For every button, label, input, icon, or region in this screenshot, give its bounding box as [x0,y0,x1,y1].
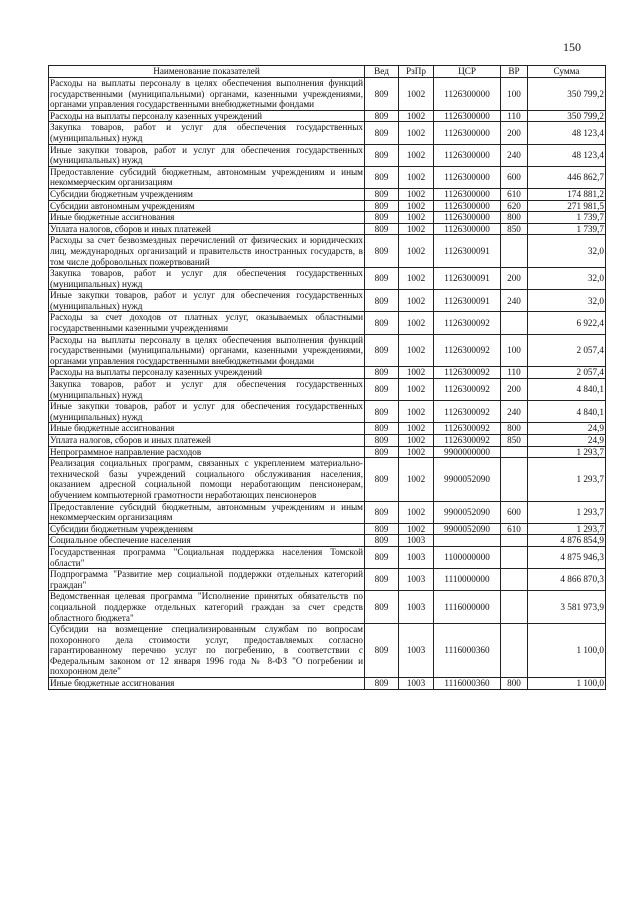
row-csr: 1126300000 [434,223,501,235]
row-name: Предоставление субсидий бюджетным, автономным учреждениям и иным некоммерческим организациям [50,166,363,188]
row-sum: 1 739,7 [528,223,606,235]
row-csr: 1126300000 [434,200,501,212]
row-name: Иные закупки товаров, работ и услуг для обеспечения государственных (муниципальных) нужд [50,401,363,422]
row-ved: 809 [365,235,399,268]
row-sum: 2 057,4 [528,334,606,367]
row-vr: 240 [501,144,528,166]
table-row [49,122,606,144]
row-csr: 1100000000 [434,546,501,568]
row-ved: 809 [365,200,399,212]
row-ved: 809 [365,401,399,423]
row-csr: 1126300000 [434,110,501,122]
row-sum: 4 840,1 [528,401,606,423]
row-csr: 1126300000 [434,78,501,111]
row-ved: 809 [365,546,399,568]
row-name: Закупка товаров, работ и услуг для обеспечения государственных (муниципальных) нужд [50,122,363,143]
row-ved: 809 [365,122,399,144]
row-sum: 24,9 [528,435,606,447]
row-sum: 24,9 [528,423,606,435]
row-vr: 100 [501,334,528,367]
row-sum: 3 581 973,9 [528,591,606,624]
row-name: Закупка товаров, работ и услуг для обеспечения государственных (муниципальных) нужд [50,379,363,400]
table-row [49,200,606,212]
row-ved: 809 [365,268,399,290]
row-csr: 1126300092 [434,367,501,379]
row-name: Предоставление субсидий бюджетным, автономным учреждениям и иным некоммерческим организациям [50,501,363,523]
row-name: Расходы за счет безвозмездных перечислений от физических и юридических лиц, международных организаций и правительств иностранных государств, в том числе добровольных пожертвований [50,235,363,267]
row-ved: 809 [365,110,399,122]
row-rzpr: 1003 [399,546,434,568]
row-vr: 240 [501,401,528,423]
row-vr [501,591,528,624]
row-ved: 809 [365,501,399,523]
table-row [49,379,606,401]
row-vr: 100 [501,78,528,111]
row-vr [501,535,528,547]
row-name: Иные бюджетные ассигнования [49,212,365,224]
row-name: Уплата налогов, сборов и иных платежей [49,435,365,447]
row-vr: 200 [501,379,528,401]
row-vr [501,569,528,591]
row-csr: 1126300092 [434,334,501,367]
row-vr: 610 [501,188,528,200]
row-sum: 4 875 946,3 [528,546,606,568]
row-ved: 809 [365,624,399,678]
row-csr: 1126300091 [434,235,501,268]
row-csr: 1126300092 [434,401,501,423]
table-row [49,501,606,523]
table-row [49,367,606,379]
row-vr: 110 [501,367,528,379]
row-name: Подпрограмма "Развитие мер социальной поддержки отдельных категорий граждан" [50,569,363,590]
row-vr: 800 [501,212,528,224]
row-csr: 1126300092 [434,423,501,435]
row-rzpr: 1002 [399,235,434,268]
row-vr [501,312,528,334]
header-rzpr: РзПр [399,66,434,78]
row-name: Иные закупки товаров, работ и услуг для обеспечения государственных (муниципальных) нужд [50,290,363,311]
row-csr: 9900052090 [434,523,501,535]
budget-table [48,65,606,690]
header-name: Наименование показателей [49,66,365,78]
row-vr: 850 [501,435,528,447]
table-row [49,546,606,568]
row-ved: 809 [365,144,399,166]
row-rzpr: 1003 [399,624,434,678]
row-name: Субсидии бюджетным учреждениям [49,188,365,200]
row-name: Субсидии на возмещение специализированным службам по вопросам похоронного дела стоимости услуг, предоставляемых согласно гарантированному перечню услуг по погребению, в соответствии с Федеральным законом от 12 января 1996 года № 8-ФЗ "О погребении и похоронном деле" [50,624,363,677]
table-body [49,78,606,690]
table-row [49,110,606,122]
row-ved: 809 [365,223,399,235]
table-row [49,223,606,235]
row-name: Субсидии бюджетным учреждениям [49,523,365,535]
row-name: Расходы на выплаты персоналу казенных учреждений [49,110,365,122]
row-vr [501,458,528,501]
table-row [49,435,606,447]
row-csr: 1126300091 [434,290,501,312]
row-vr [501,546,528,568]
table-row [49,401,606,423]
row-name: Расходы на выплаты персоналу в целях обеспечения выполнения функций государственными (муниципальными) органами, казенными учреждениями, органами управления государственными внебюджетными фондами [50,334,363,366]
row-ved: 809 [365,188,399,200]
row-sum: 271 981,5 [528,200,606,212]
table-row [49,423,606,435]
row-sum: 4 840,1 [528,379,606,401]
row-rzpr: 1003 [399,591,434,624]
row-rzpr: 1002 [399,379,434,401]
row-sum: 1 293,7 [528,501,606,523]
row-name: Расходы за счет доходов от платных услуг, оказываемых областными государственными казенными учреждениями [50,312,363,334]
row-rzpr: 1002 [399,367,434,379]
row-sum: 4 876 854,9 [528,535,606,547]
row-ved: 809 [365,523,399,535]
row-vr: 850 [501,223,528,235]
row-ved: 809 [365,367,399,379]
row-csr: 1116000360 [434,624,501,678]
row-vr: 200 [501,122,528,144]
row-csr: 9900052090 [434,458,501,501]
row-vr [501,235,528,268]
row-ved: 809 [365,379,399,401]
row-rzpr: 1002 [399,435,434,447]
table-row [49,144,606,166]
row-rzpr: 1003 [399,569,434,591]
table-row [49,334,606,367]
row-ved: 809 [365,312,399,334]
row-name: Закупка товаров, работ и услуг для обеспечения государственных (муниципальных) нужд [50,268,363,289]
row-rzpr: 1002 [399,523,434,535]
row-name: Иные закупки товаров, работ и услуг для обеспечения государственных (муниципальных) нужд [50,144,363,166]
row-csr [434,535,501,547]
row-csr: 1126300000 [434,144,501,166]
row-rzpr: 1002 [399,446,434,458]
row-csr: 9900000000 [434,446,501,458]
row-csr: 1126300000 [434,122,501,144]
table-row [49,166,606,188]
row-name: Расходы на выплаты персоналу казенных учреждений [49,367,365,379]
row-ved: 809 [365,678,399,690]
row-rzpr: 1002 [399,144,434,166]
row-ved: 809 [365,334,399,367]
row-vr: 200 [501,268,528,290]
row-ved: 809 [365,166,399,188]
row-vr: 240 [501,290,528,312]
row-vr: 600 [501,501,528,523]
row-rzpr: 1002 [399,458,434,501]
table-header-row [49,66,606,78]
table-row [49,290,606,312]
row-name: Социальное обеспечение населения [49,535,365,547]
table-row [49,78,606,111]
row-vr [501,446,528,458]
row-rzpr: 1002 [399,212,434,224]
row-ved: 809 [365,423,399,435]
row-sum: 32,0 [528,235,606,268]
row-sum: 48 123,4 [528,144,606,166]
table-row [49,212,606,224]
row-sum: 174 881,2 [528,188,606,200]
row-ved: 809 [365,458,399,501]
table-row [49,535,606,547]
row-vr: 800 [501,423,528,435]
row-rzpr: 1002 [399,501,434,523]
row-sum: 6 922,4 [528,312,606,334]
row-csr: 1126300092 [434,312,501,334]
header-sum: Сумма [528,66,606,78]
row-csr: 1116000360 [434,678,501,690]
row-vr [501,624,528,678]
row-csr: 1116000000 [434,591,501,624]
row-ved: 809 [365,78,399,111]
header-vr: ВР [501,66,528,78]
row-name: Уплата налогов, сборов и иных платежей [49,223,365,235]
row-rzpr: 1002 [399,200,434,212]
row-ved: 809 [365,591,399,624]
row-sum: 1 293,7 [528,446,606,458]
row-name: Непрограммное направление расходов [49,446,365,458]
row-vr: 110 [501,110,528,122]
row-ved: 809 [365,435,399,447]
table-row [49,312,606,334]
row-name: Государственная программа "Социальная поддержка населения Томской области" [50,546,363,568]
row-csr: 1110000000 [434,569,501,591]
row-sum: 350 799,2 [528,78,606,111]
row-vr: 600 [501,166,528,188]
header-csr: ЦСР [434,66,501,78]
row-rzpr: 1002 [399,122,434,144]
header-ved: Вед [365,66,399,78]
row-name: Иные бюджетные ассигнования [49,678,365,690]
row-sum: 1 293,7 [528,523,606,535]
row-sum: 4 866 870,3 [528,569,606,591]
table-row [49,446,606,458]
row-csr: 1126300000 [434,188,501,200]
row-vr: 620 [501,200,528,212]
row-vr: 610 [501,523,528,535]
row-vr: 800 [501,678,528,690]
row-ved: 809 [365,446,399,458]
row-rzpr: 1003 [399,535,434,547]
row-csr: 1126300000 [434,166,501,188]
row-sum: 48 123,4 [528,122,606,144]
row-sum: 446 862,7 [528,166,606,188]
row-rzpr: 1002 [399,312,434,334]
table-row [49,188,606,200]
row-rzpr: 1002 [399,401,434,423]
row-sum: 1 293,7 [528,458,606,501]
row-sum: 2 057,4 [528,367,606,379]
row-rzpr: 1002 [399,223,434,235]
row-ved: 809 [365,569,399,591]
row-sum: 1 100,0 [528,678,606,690]
table-row [49,458,606,501]
row-csr: 1126300092 [434,435,501,447]
row-csr: 1126300092 [434,379,501,401]
table-row [49,624,606,678]
table-row [49,591,606,624]
row-name: Реализация социальных программ, связанных с укреплением материально-технической базы учреждений социального обслуживания населения, оказанием адресной социальной помощи неработающим пенсионерам, обучением компьютерной грамотности неработающих пенсионеров [50,458,363,500]
row-csr: 9900052090 [434,501,501,523]
row-name: Ведомственная целевая программа "Исполнение принятых обязательств по социальной поддержке отдельных категорий граждан за счет средств областного бюджета" [50,591,363,623]
row-name: Расходы на выплаты персоналу в целях обеспечения выполнения функций государственными (муниципальными) органами, казенными учреждениями, органами управления государственными внебюджетными фондами [50,78,363,110]
row-csr: 1126300000 [434,212,501,224]
row-name: Иные бюджетные ассигнования [49,423,365,435]
row-rzpr: 1002 [399,78,434,111]
row-ved: 809 [365,535,399,547]
row-sum: 350 799,2 [528,110,606,122]
row-rzpr: 1002 [399,166,434,188]
row-sum: 1 100,0 [528,624,606,678]
row-rzpr: 1002 [399,334,434,367]
table-row [49,523,606,535]
table-row [49,235,606,268]
row-ved: 809 [365,290,399,312]
row-rzpr: 1002 [399,423,434,435]
row-rzpr: 1002 [399,290,434,312]
table-row [49,678,606,690]
row-sum: 32,0 [528,268,606,290]
table-row [49,569,606,591]
row-rzpr: 1002 [399,188,434,200]
row-sum: 32,0 [528,290,606,312]
page-number: 150 [563,40,581,54]
row-ved: 809 [365,212,399,224]
row-rzpr: 1002 [399,110,434,122]
row-sum: 1 739,7 [528,212,606,224]
table-row [49,268,606,290]
row-csr: 1126300091 [434,268,501,290]
row-name: Субсидии автономным учреждениям [49,200,365,212]
row-rzpr: 1002 [399,268,434,290]
row-rzpr: 1003 [399,678,434,690]
